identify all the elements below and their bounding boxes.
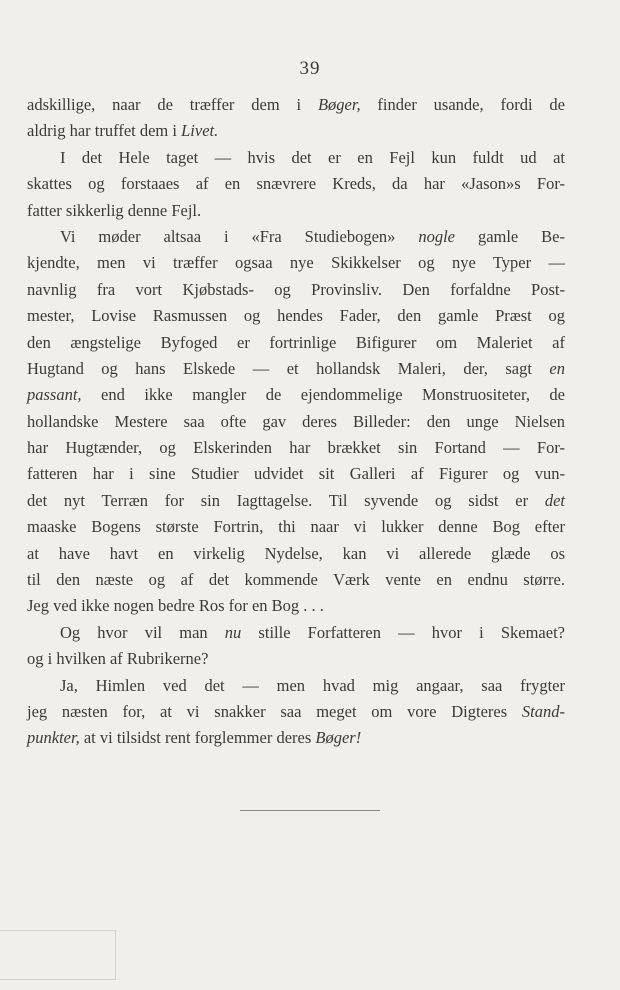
text-line: fatteren har i sine Studier udvidet sit Galleri af Figurer og vun- <box>27 464 565 484</box>
text-line: og i hvilken af Rubrikerne? <box>27 649 209 669</box>
text-line: maaske Bogens største Fortrin, thi naar vi lukker denne Bog efter <box>27 517 565 537</box>
text-line: fatter sikkerlig denne Fejl. <box>27 200 202 220</box>
text-line: kjendte, men vi træffer ogsaa nye Skikkelser og nye Typer — <box>27 253 565 273</box>
body-text <box>27 92 565 752</box>
text-line: Jeg ved ikke nogen bedre Ros for en Bog . . . <box>27 596 324 616</box>
text-line: det nyt Terræn for sin Iagttagelse. Til syvende og sidst er det <box>27 490 565 510</box>
italic-run: Bøger! <box>315 728 362 748</box>
italic-run: en <box>549 358 565 378</box>
text-line: Hugtand og hans Elskede — et hollandsk Maleri, der, sagt en <box>27 358 565 378</box>
italic-run: Stand- <box>521 701 565 721</box>
text-line: adskillige, naar de træffer dem i Bøger, finder usande, fordi de <box>27 95 565 114</box>
text-line: Ja, Himlen ved det — men hvad mig angaar, saa frygter <box>60 675 565 695</box>
text-line: aldrig har truffet dem i Livet. <box>27 121 219 141</box>
text-line: mester, Lovise Rasmussen og hendes Fader, den gamle Præst og <box>27 306 565 326</box>
text-line: Og hvor vil man nu stille Forfatteren — hvor i Skemaet? <box>60 622 565 642</box>
text-line: navnlig fra vort Kjøbstads- og Provinsliv. Den forfaldne Post- <box>27 279 565 299</box>
italic-run: punkter, <box>27 728 80 748</box>
text-line: har Hugtænder, og Elskerinden har brækket sin Fortand — For- <box>27 438 565 458</box>
italic-run: nu <box>224 622 242 642</box>
text-line: punkter, at vi tilsidst rent forglemmer deres Bøger! <box>27 728 362 748</box>
text-line: at have havt en virkelig Nydelse, kan vi allerede glæde os <box>27 543 565 563</box>
italic-run: nogle <box>418 226 456 246</box>
text-line: skattes og forstaaes af en snævrere Kreds, da har «Jason»s For- <box>27 174 565 194</box>
section-divider <box>240 810 380 811</box>
italic-run: Livet. <box>181 121 219 141</box>
text-line: I det Hele taget — hvis det er en Fejl kun fuldt ud at <box>60 147 565 167</box>
text-line: passant, end ikke mangler de ejendommelige Monstruositeter, de <box>27 385 565 405</box>
text-line: til den næste og af det kommende Værk vente en endnu større. <box>27 570 565 590</box>
italic-run: det <box>544 490 565 510</box>
text-line: Vi møder altsaa i «Fra Studiebogen» nogle gamle Be- <box>60 226 566 246</box>
page-number: 39 <box>299 58 321 79</box>
text-line: jeg næsten for, at vi snakker saa meget om vore Digteres Stand- <box>27 701 565 721</box>
italic-run: Bøger, <box>317 95 361 114</box>
italic-run: passant, <box>27 385 82 405</box>
scan-artifact <box>0 930 116 980</box>
text-line: hollandske Mestere saa ofte gav deres Billeder: den unge Nielsen <box>27 411 565 431</box>
text-line: den ængstelige Byfoged er fortrinlige Bifigurer om Maleriet af <box>27 332 565 352</box>
